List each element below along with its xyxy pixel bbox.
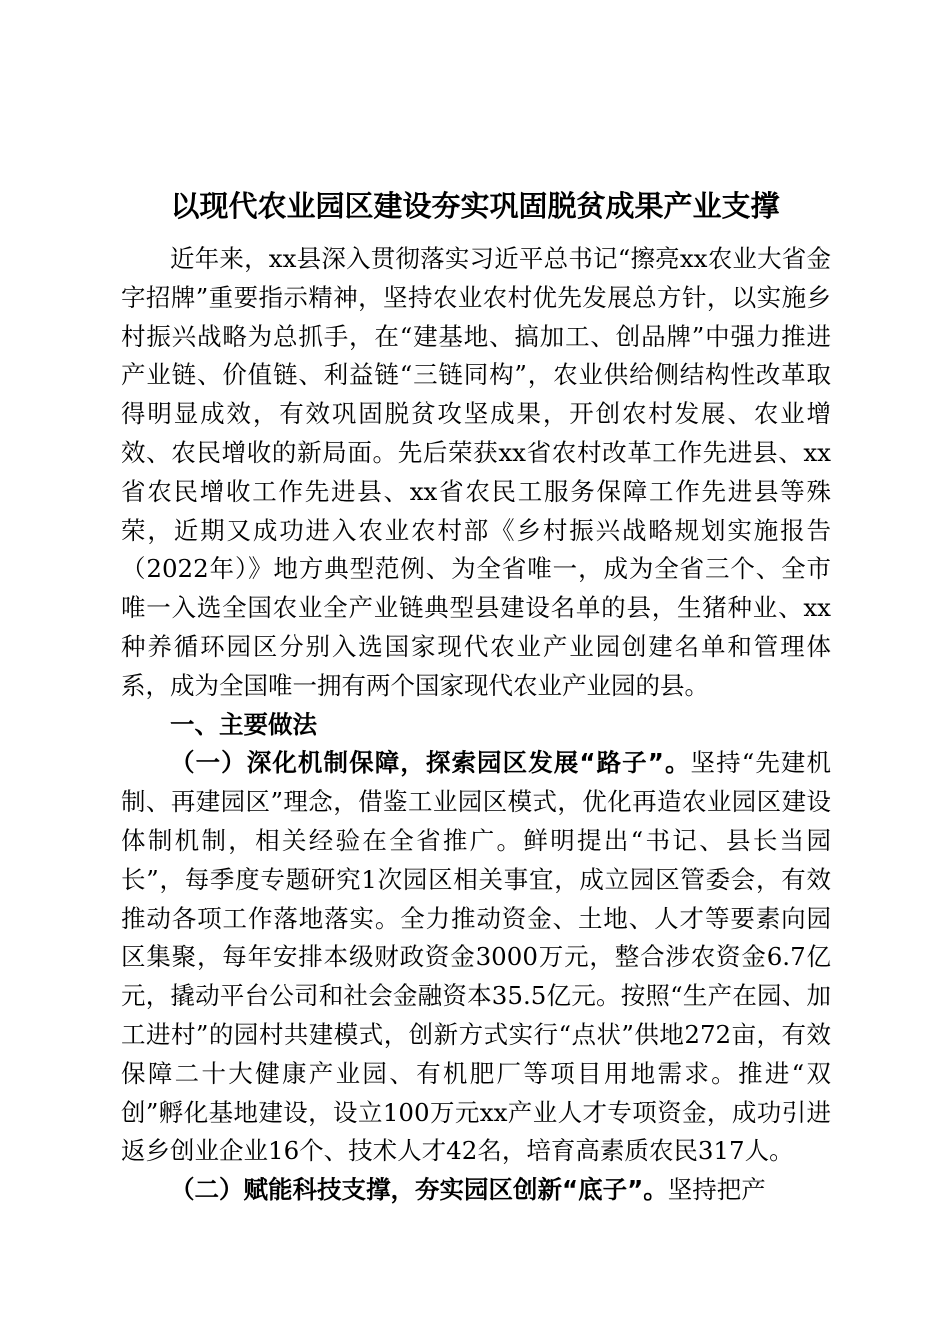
document-title: 以现代农业园区建设夯实巩固脱贫成果产业支撑 [170, 189, 780, 223]
subsection-1-heading: （一）深化机制保障，探索园区发展“路子”。 [170, 748, 691, 778]
subsection-2-heading: （二）赋能科技支撑，夯实园区创新“底子”。 [170, 1175, 668, 1205]
section-heading-main-practices: 一、主要做法 [170, 709, 317, 739]
subsection-1-text: 坚持“先建机制、再建园区”理念，借鉴工业园区模式，优化再造农业园区建设体制机制，相关经验在全省推广。鲜明提出“书记、县长当园长”，每季度专题研究1次园区相关事宜，成立园区管委会，有效推动各项工作落地落实。全力推动资金、土地、人才等要素向园区集聚，每年安排本级财政资金3000万元，整合涉农资金6.7亿元，撬动平台公司和社会金融资本35.5亿元。按照“生产在园、加工进村”的园村共建模式，创新方式实行“点状”供地272亩，有效保障二十大健康产业园、有机肥厂等项目用地需求。推进“双创”孵化基地建设，设立100万元xx产业人才专项资金，成功引进返乡创业企业16个、技术人才42名，培育高素质农民317人。 [121, 748, 832, 1166]
intro-paragraph: 近年来，xx县深入贯彻落实习近平总书记“擦亮xx农业大省金字招牌”重要指示精神，坚持农业农村优先发展总方针，以实施乡村振兴战略为总抓手，在“建基地、搞加工、创品牌”中强力推进产业链、价值链、利益链“三链同构”，农业供给侧结构性改革取得明显成效，有效巩固脱贫攻坚成果，开创农村发展、农业增效、农民增收的新局面。先后荣获xx省农村改革工作先进县、xx省农民增收工作先进县、xx省农民工服务保障工作先进县等殊荣，近期又成功进入农业农村部《乡村振兴战略规划实施报告（2022年）》地方典型范例、为全省唯一，成为全省三个、全市唯一入选全国农业全产业链典型县建设名单的县，生猪种业、xx种养循环园区分别入选国家现代农业产业园创建名单和管理体系，成为全国唯一拥有两个国家现代农业产业园的县。 [121, 244, 831, 700]
subsection-1-paragraph [121, 744, 831, 1171]
subsection-2-text: 坚持把产 [667, 1175, 766, 1205]
subsection-2-paragraph [121, 1171, 831, 1210]
document-body [121, 240, 831, 1210]
